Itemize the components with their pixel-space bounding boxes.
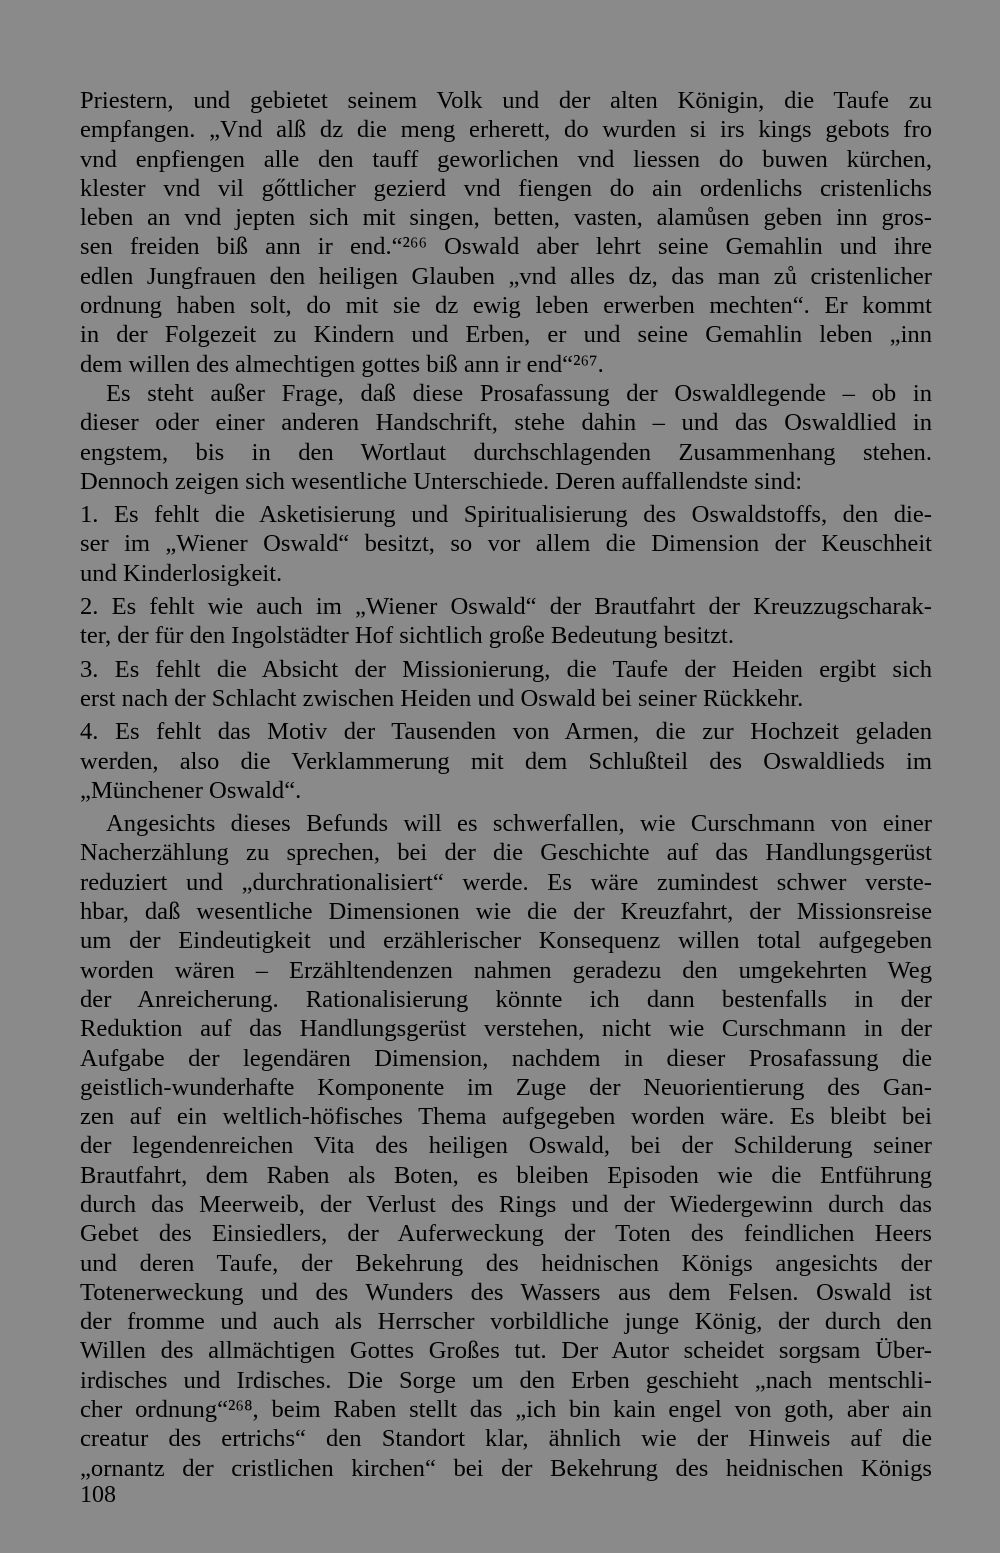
text-line: Es steht außer Frage, daß diese Prosafassung der Oswaldlegende – ob in [106,379,932,407]
text-line: worden wären – Erzähltendenzen nahmen geradezu den umgekehrten Weg [80,956,932,984]
text-line: empfangen. „Vnd alß dz die meng erherett, do wurden si irs kings gebots fro [80,116,932,144]
text-line: ser im „Wiener Oswald“ besitzt, so vor allem die Dimension der Keuschheit [80,530,932,558]
text-line: dieser oder einer anderen Handschrift, stehe dahin – und das Oswaldlied in [80,409,932,437]
page-body [80,86,932,1483]
paragraph [80,379,932,496]
text-line: durch das Meerweib, der Verlust des Rings und der Wiedergewinn durch das [80,1190,932,1218]
text-line: 1. Es fehlt die Asketisierung und Spiritualisierung des Oswaldstoffs, den die- [80,501,932,529]
list-item [80,592,932,651]
text-line: der legendenreichen Vita des heiligen Oswald, bei der Schilderung seiner [80,1132,932,1160]
text-line: und deren Taufe, der Bekehrung des heidnischen Königs angesichts der [80,1249,932,1277]
text-line: sen freiden biß ann ir end.“²⁶⁶ Oswald aber lehrt seine Gemahlin und ihre [80,233,932,261]
text-line: Angesichts dieses Befunds will es schwerfallen, wie Curschmann von einer [106,810,932,838]
text-line: Reduktion auf das Handlungsgerüst verstehen, nicht wie Curschmann in der [80,1015,932,1043]
text-line: 2. Es fehlt wie auch im „Wiener Oswald“ der Brautfahrt der Kreuzzugscharak- [80,593,932,621]
list-item [80,717,932,805]
text-line: um der Eindeutigkeit und erzählerischer Konsequenz willen total aufgegeben [80,927,932,955]
text-line: Dennoch zeigen sich wesentliche Unterschiede. Deren auffallendste sind: [80,467,803,495]
text-line: Aufgabe der legendären Dimension, nachdem in dieser Prosafassung die [80,1044,932,1072]
text-line: und Kinderlosigkeit. [80,559,283,587]
text-line: hbar, daß wesentliche Dimensionen wie die der Kreuzfahrt, der Missionsreise [80,898,932,926]
text-line: engstem, bis in den Wortlaut durchschlagenden Zusammenhang stehen. [80,438,932,466]
text-line: Gebet des Einsiedlers, der Auferweckung der Toten des feindlichen Heers [80,1220,932,1248]
text-line: cher ordnung“²⁶⁸, beim Raben stellt das „ich bin kain engel von goth, aber ain [80,1396,932,1424]
text-line: edlen Jungfrauen den heiligen Glauben „vnd alles dz, das man zů cristenlicher [80,262,932,290]
text-line: leben an vnd jepten sich mit singen, betten, vasten, alamůsen geben inn gros- [80,204,932,232]
text-line: der fromme und auch als Herrscher vorbildliche junge König, der durch den [80,1308,932,1336]
text-line: 4. Es fehlt das Motiv der Tausenden von Armen, die zur Hochzeit geladen [80,718,932,746]
text-line: irdisches und Irdisches. Die Sorge um den Erben geschieht „nach mentschli- [80,1366,932,1394]
text-line: „ornantz der cristlichen kirchen“ bei der Bekehrung des heidnischen Königs [80,1454,932,1482]
text-line: Nacherzählung zu sprechen, bei der die Geschichte auf das Handlungsgerüst [80,839,932,867]
list-item [80,500,932,588]
text-line: Priestern, und gebietet seinem Volk und der alten Königin, die Taufe zu [80,87,932,114]
text-line: ter, der für den Ingolstädter Hof sichtlich große Bedeutung besitzt. [80,622,734,650]
text-line: Willen des allmächtigen Gottes Großes tut. Der Autor scheidet sorgsam Über- [80,1337,932,1365]
text-line: klester vnd vil gőttlicher gezierd vnd fiengen do ain ordenlichs cristenlichs [80,174,932,202]
text-line: vnd enpfiengen alle den tauff geworlichen vnd liessen do buwen kürchen, [80,145,932,173]
list-item [80,655,932,714]
text-line: in der Folgezeit zu Kindern und Erben, er und seine Gemahlin leben „inn [80,321,932,349]
text-line: „Münchener Oswald“. [80,776,302,804]
text-line: reduziert und „durchrationalisiert“ werde. Es wäre zumindest schwer verste- [80,868,932,896]
text-line: erst nach der Schlacht zwischen Heiden und Oswald bei seiner Rückkehr. [80,684,804,712]
text-line: geistlich-wunderhafte Komponente im Zuge der Neuorientierung des Gan- [80,1073,932,1101]
text-line: ordnung haben solt, do mit sie dz ewig leben erwerben mechten“. Er kommt [80,292,932,320]
text-line: dem willen des almechtigen gottes biß ann ir end“²⁶⁷. [80,350,604,378]
text-line: Totenerweckung und des Wunders des Wassers aus dem Felsen. Oswald ist [80,1278,932,1306]
text-line: zen auf ein weltlich-höfisches Thema aufgegeben worden wäre. Es bleibt bei [80,1103,932,1131]
paragraph [80,86,932,379]
text-line: Brautfahrt, dem Raben als Boten, es bleiben Episoden wie die Entführung [80,1161,932,1189]
text-line: creatur des ertrichs“ den Standort klar, ähnlich wie der Hinweis auf die [80,1425,932,1453]
text-line: 3. Es fehlt die Absicht der Missionierung, die Taufe der Heiden ergibt sich [80,655,932,683]
page-number: 108 [80,1482,116,1508]
text-line: werden, also die Verklammerung mit dem Schlußteil des Oswaldlieds im [80,747,932,775]
paragraph [80,809,932,1483]
text-line: der Anreicherung. Rationalisierung könnte ich dann bestenfalls in der [80,985,932,1013]
